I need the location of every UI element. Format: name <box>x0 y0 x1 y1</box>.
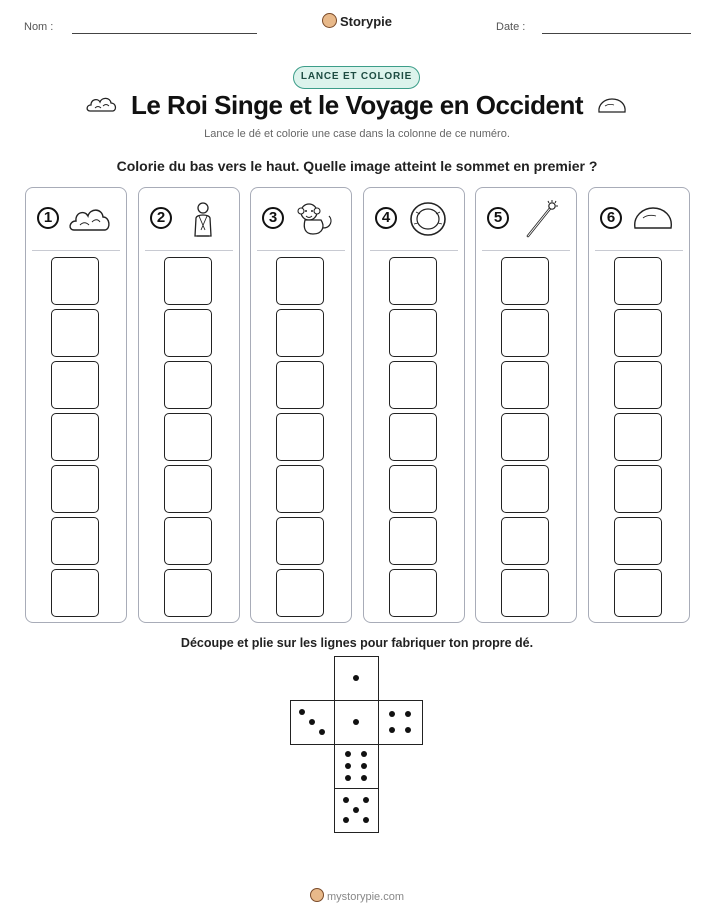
dice-pip <box>361 763 367 769</box>
dice-pip <box>389 711 395 717</box>
coloring-instruction: Colorie du bas vers le haut. Quelle image atteint le sommet en premier ? <box>116 158 598 174</box>
dice-pip <box>353 675 359 681</box>
column-header <box>476 188 576 250</box>
dice-pip <box>299 709 305 715</box>
column-1 <box>25 187 127 623</box>
brand-logo <box>0 13 714 29</box>
column-header <box>139 188 239 250</box>
date-label: Date : <box>496 21 526 33</box>
color-cell[interactable] <box>164 517 212 565</box>
storypie-mascot-icon <box>322 13 337 28</box>
golden-headband-icon <box>406 200 450 238</box>
column-header <box>26 188 126 250</box>
color-cell[interactable] <box>389 569 437 617</box>
dice-pip <box>345 751 351 757</box>
color-cell[interactable] <box>51 361 99 409</box>
column-divider <box>595 250 683 251</box>
column-number: 2 <box>150 207 172 229</box>
color-cell[interactable] <box>51 257 99 305</box>
dice-pip <box>405 711 411 717</box>
dice-pip <box>363 797 369 803</box>
color-cell[interactable] <box>501 309 549 357</box>
color-cell[interactable] <box>51 517 99 565</box>
color-cell[interactable] <box>164 257 212 305</box>
dice-pip <box>345 775 351 781</box>
dice-face <box>334 656 379 701</box>
column-number: 5 <box>487 207 509 229</box>
column-divider <box>370 250 458 251</box>
color-cell[interactable] <box>276 361 324 409</box>
color-cell[interactable] <box>164 569 212 617</box>
color-cell[interactable] <box>614 413 662 461</box>
dice-pip <box>309 719 315 725</box>
column-divider <box>32 250 120 251</box>
column-4 <box>363 187 465 623</box>
color-cell[interactable] <box>51 465 99 513</box>
color-cell[interactable] <box>389 309 437 357</box>
color-cell[interactable] <box>501 257 549 305</box>
color-cell[interactable] <box>614 569 662 617</box>
color-cell[interactable] <box>164 361 212 409</box>
dice-pip <box>361 775 367 781</box>
color-cell[interactable] <box>164 309 212 357</box>
dice-pip <box>343 797 349 803</box>
color-cell[interactable] <box>501 413 549 461</box>
color-cell[interactable] <box>276 569 324 617</box>
rock-icon <box>596 95 628 117</box>
column-number: 6 <box>600 207 622 229</box>
dice-pip <box>389 727 395 733</box>
color-cell[interactable] <box>389 257 437 305</box>
column-number: 4 <box>375 207 397 229</box>
dice-pip <box>361 751 367 757</box>
monkey-icon <box>293 200 337 238</box>
color-cell[interactable] <box>501 517 549 565</box>
color-cell[interactable] <box>51 413 99 461</box>
color-cell[interactable] <box>389 465 437 513</box>
color-cell[interactable] <box>501 361 549 409</box>
footer <box>0 888 714 903</box>
column-divider <box>257 250 345 251</box>
dice-face <box>334 788 379 833</box>
column-5 <box>475 187 577 623</box>
color-cell[interactable] <box>164 465 212 513</box>
dice-pip <box>363 817 369 823</box>
storypie-mascot-icon <box>310 888 324 902</box>
brand-name: Storypie <box>339 14 392 29</box>
column-header <box>589 188 689 250</box>
dice-face <box>334 744 379 789</box>
color-cell[interactable] <box>276 309 324 357</box>
rock-icon <box>631 200 675 238</box>
color-cell[interactable] <box>614 361 662 409</box>
column-6 <box>588 187 690 623</box>
activity-badge: LANCE ET COLORIE <box>293 66 420 89</box>
color-cell[interactable] <box>276 413 324 461</box>
color-cell[interactable] <box>51 309 99 357</box>
color-cell[interactable] <box>276 465 324 513</box>
color-cell[interactable] <box>389 413 437 461</box>
dice-pip <box>345 763 351 769</box>
color-cell[interactable] <box>501 569 549 617</box>
dice-pip <box>343 817 349 823</box>
dice-pip <box>353 719 359 725</box>
dice-face <box>334 700 379 745</box>
column-header <box>364 188 464 250</box>
name-label: Nom : <box>24 21 54 33</box>
column-2 <box>138 187 240 623</box>
color-cell[interactable] <box>276 257 324 305</box>
column-3 <box>250 187 352 623</box>
color-cell[interactable] <box>164 413 212 461</box>
column-header <box>251 188 351 250</box>
footer-url: mystorypie.com <box>326 891 405 903</box>
color-cell[interactable] <box>614 257 662 305</box>
cloud-icon <box>68 200 112 238</box>
color-cell[interactable] <box>501 465 549 513</box>
date-line <box>542 33 691 34</box>
color-cell[interactable] <box>276 517 324 565</box>
monk-icon <box>181 200 225 238</box>
dice-pip <box>353 807 359 813</box>
color-cell[interactable] <box>389 517 437 565</box>
color-cell[interactable] <box>614 309 662 357</box>
column-divider <box>145 250 233 251</box>
dice-instruction: Découpe et plie sur les lignes pour fabriquer ton propre dé. <box>180 636 534 650</box>
page-title: Le Roi Singe et le Voyage en Occident <box>130 90 584 120</box>
color-cell[interactable] <box>614 465 662 513</box>
dice-pip <box>405 727 411 733</box>
page-subtitle: Lance le dé et colorie une case dans la colonne de ce numéro. <box>204 128 510 140</box>
column-number: 3 <box>262 207 284 229</box>
name-line <box>72 33 257 34</box>
column-number: 1 <box>37 207 59 229</box>
dice-face <box>290 700 335 745</box>
dice-face <box>378 700 423 745</box>
color-cell[interactable] <box>389 361 437 409</box>
color-cell[interactable] <box>614 517 662 565</box>
color-cell[interactable] <box>51 569 99 617</box>
column-divider <box>482 250 570 251</box>
magic-staff-icon <box>518 200 562 238</box>
dice-pip <box>319 729 325 735</box>
